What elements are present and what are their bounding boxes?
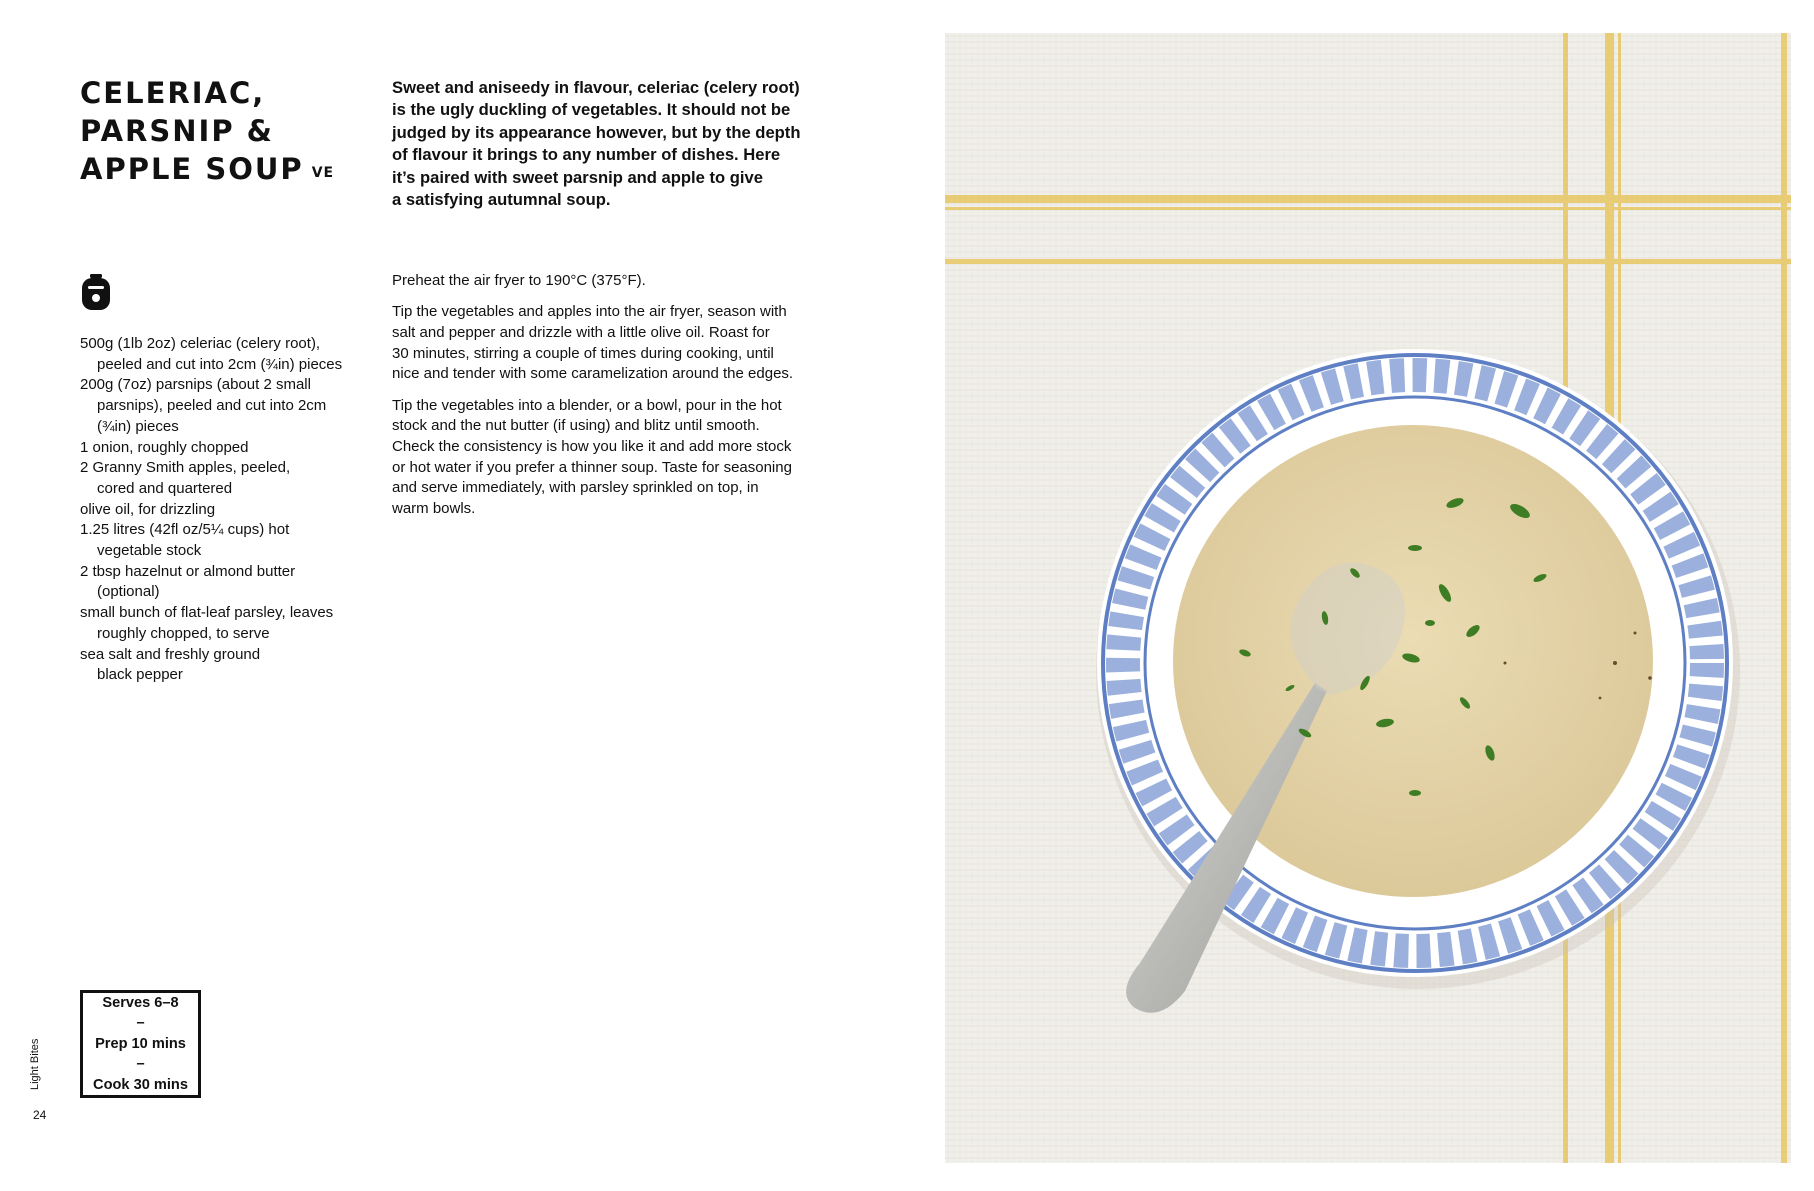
soup-photo — [945, 33, 1791, 1163]
section-label: Light Bites — [29, 1038, 41, 1090]
title-line-text: APPLE SOUP — [80, 152, 304, 186]
timings-separator: – — [136, 1015, 145, 1032]
timings-box — [80, 990, 201, 1098]
intro-line: a satisfying autumnal soup. — [392, 190, 611, 210]
recipe-title — [80, 74, 380, 192]
ingredient-line: sea salt and freshly ground — [80, 645, 261, 663]
intro-line: judged by its appearance however, but by the depth — [392, 122, 801, 142]
timings-separator: – — [136, 1056, 145, 1073]
ingredient-line: 2 Granny Smith apples, peeled, — [80, 459, 291, 477]
intro-line: is the ugly duckling of vegetables. It should not be — [392, 100, 791, 120]
intro-line: Sweet and aniseedy in flavour, celeriac (celery root) — [392, 78, 800, 97]
ingredient-line: olive oil, for drizzling — [80, 500, 216, 518]
ingredient-line: small bunch of flat-leaf parsley, leaves — [80, 604, 334, 622]
air-fryer-icon — [79, 273, 113, 313]
ingredient-line: 1.25 litres (42fl oz/5¼ cups) hot — [80, 521, 290, 539]
method-line: and serve immediately, with parsley sprinkled on top, in — [392, 479, 759, 497]
method-line: Tip the vegetables and apples into the air fryer, season with — [392, 303, 787, 321]
method-line: warm bowls. — [392, 500, 476, 518]
recipe-intro — [392, 77, 847, 211]
vegan-badge: VE — [311, 165, 335, 181]
method-line: or hot water if you prefer a thinner soup. Taste for seasoning — [392, 458, 792, 476]
method-line: nice and tender with some caramelization around the edges. — [392, 365, 794, 383]
title-line — [80, 150, 380, 192]
page-number: 24 — [33, 1108, 47, 1122]
intro-line: of flavour it brings to any number of dishes. Here — [392, 145, 781, 165]
ingredient-line: black pepper — [97, 666, 183, 684]
method-step — [392, 396, 852, 520]
ingredient-line: 500g (1lb 2oz) celeriac (celery root), — [80, 335, 321, 352]
ingredient-line: 1 onion, roughly chopped — [80, 438, 249, 456]
method-line: Preheat the air fryer to 190°C (375°F). — [392, 272, 646, 289]
ingredient-line: (optional) — [97, 583, 160, 601]
title-line: PARSNIP & — [80, 114, 274, 148]
method-step — [392, 302, 852, 385]
intro-line: it’s paired with sweet parsnip and apple to give — [392, 167, 763, 187]
ingredient-line: 200g (7oz) parsnips (about 2 small — [80, 376, 311, 394]
ingredient-line: cored and quartered — [97, 479, 233, 497]
title-line: CELERIAC, — [80, 76, 266, 110]
ingredient-line: peeled and cut into 2cm (¾in) pieces — [97, 355, 343, 373]
method-line: Tip the vegetables into a blender, or a bowl, pour in the hot — [392, 396, 782, 414]
ingredient-line: parsnips), peeled and cut into 2cm — [97, 397, 327, 415]
prep-time: Prep 10 mins — [95, 1035, 186, 1052]
method-line: stock and the nut butter (if using) and blitz until smooth. — [392, 417, 760, 435]
ingredient-line: 2 tbsp hazelnut or almond butter — [80, 562, 296, 580]
cook-time: Cook 30 mins — [93, 1076, 188, 1093]
ingredients-list — [80, 334, 380, 686]
method-line: Check the consistency is how you like it and add more stock — [392, 437, 792, 455]
method-line: salt and pepper and drizzle with a little olive oil. Roast for — [392, 323, 770, 341]
ingredient-line: (¾in) pieces — [97, 417, 179, 435]
ingredient-line: vegetable stock — [97, 542, 202, 560]
ingredient-line: roughly chopped, to serve — [97, 624, 270, 642]
method-line: 30 minutes, stirring a couple of times during cooking, until — [392, 344, 774, 362]
method-step — [392, 271, 852, 292]
method-section — [392, 271, 852, 530]
serves-text: Serves 6–8 — [102, 994, 179, 1011]
